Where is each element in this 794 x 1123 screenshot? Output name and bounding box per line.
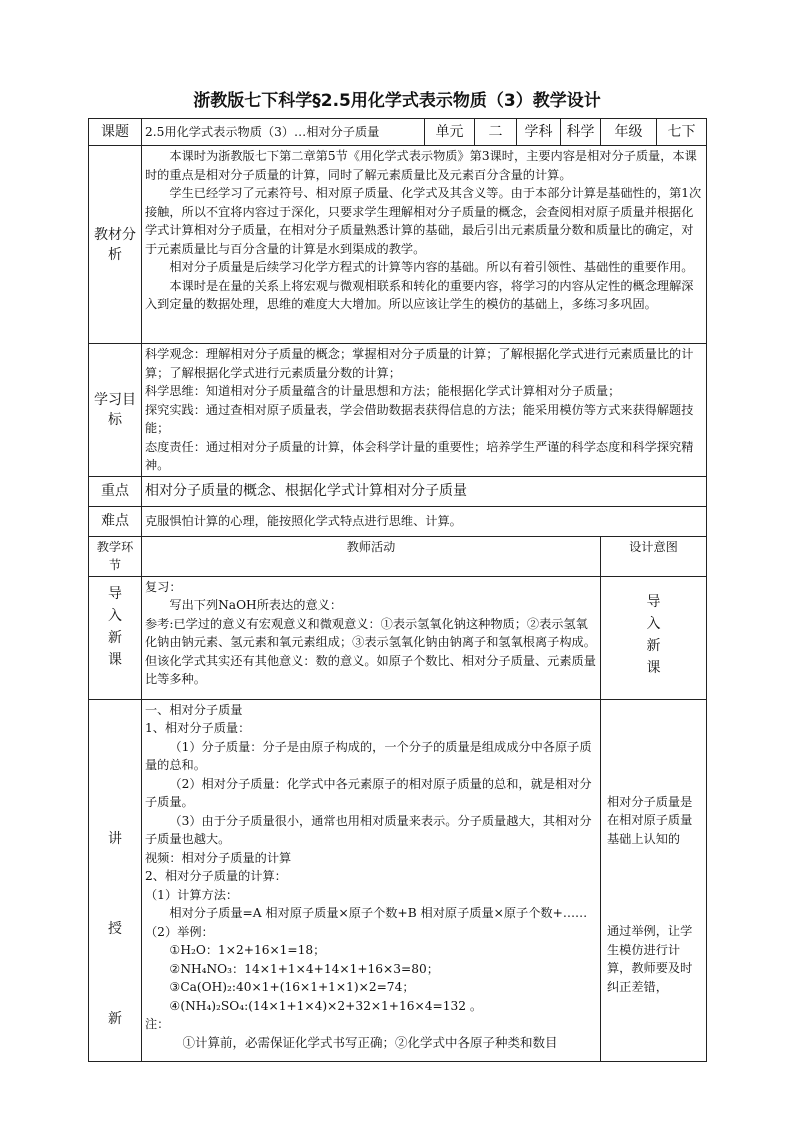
lecture-item: （1）分子质量：分子是由原子构成的，一个分子的质量是组成成分中各原子质量的总和。 (145, 739, 592, 772)
intent-char: 新 (646, 637, 661, 654)
lecture-heading: 一、相对分子质量 (145, 702, 243, 717)
example-line (145, 941, 597, 960)
example-label: （2）举例： (145, 924, 214, 939)
page-title: 浙教版七下科学§2.5用化学式表示物质（3）教学设计 (193, 91, 601, 111)
method-formula: 相对分子质量=A 相对原子质量×原子个数+B 相对原子质量×原子个数+…… (169, 906, 588, 920)
example-calc: 40×1+(16×1+1×1)×2=74； (236, 980, 415, 994)
lecture-stage (89, 699, 142, 1061)
stage-char: 讲 (108, 830, 122, 847)
key-point-row (89, 476, 707, 506)
objective-line: 科学思维：知道相对分子质量蕴含的计量思想和方法；能根据化学式计算相对分子质量； (145, 384, 621, 398)
analysis-row (89, 146, 707, 344)
lecture-video: 视频：相对分子质量的计算 (145, 850, 292, 865)
intro-intent (601, 576, 707, 699)
intro-stage (89, 576, 142, 699)
example-formula: ①H₂O： (169, 943, 219, 957)
objectives-row (89, 344, 707, 477)
grade-label: 年级 (601, 119, 657, 146)
key-point-text: 相对分子质量的概念、根据化学式计算相对分子质量 (142, 476, 707, 506)
note-text: ①计算前，必需保证化学式书写正确；②化学式中各原子种类和数目 (182, 1034, 558, 1050)
key-point-label: 重点 (89, 476, 142, 506)
stage-char: 授 (108, 920, 122, 937)
objective-line: 态度责任：通过相对分子质量的计算，体会科学计量的重要性；培养学生严谨的科学态度和科学探究精神。 (145, 439, 694, 472)
intent-char: 入 (646, 615, 661, 632)
intent-char: 课 (646, 659, 661, 676)
teacher-header: 教师活动 (142, 536, 601, 576)
intro-row (89, 576, 707, 699)
objectives-label: 学习目标 (89, 344, 142, 477)
lecture-row (89, 699, 707, 1061)
example-line (145, 960, 597, 979)
difficulty-label: 难点 (89, 506, 142, 536)
stage-header: 教学环节 (89, 536, 142, 576)
method-label: （1）计算方法： (145, 887, 239, 902)
subject-label: 学科 (517, 119, 561, 146)
review-answer: 参考:已学过的意义有宏观意义和微观意义：①表示氢氧化钠这种物质；②表示氢氧化钠由钠元素、氢元素和氧元素组成；③表示氢氧化钠由钠离子和氢氧根离子构成。但该化学式其实还有其他意义：数的意义。如原子个数比、相对分子质量、元素质量比等多种。 (145, 616, 596, 686)
intent-text: 通过举例，让学生模仿进行计算，教师要及时纠正差错， (607, 924, 693, 994)
analysis-paragraph: 本课时为浙教版七下第二章第5节《用化学式表示物质》第3课时，主要内容是相对分子质量，本课时的重点是相对分子质量的计算，同时了解元素质量比及元素百分含量的计算。 (145, 149, 697, 182)
lecture-subheading: 1、相对分子质量： (145, 721, 251, 735)
lecture-content (142, 699, 601, 1061)
review-label: 复习： (145, 579, 182, 594)
example-calc: 1×2+16×1=18； (218, 943, 326, 957)
example-calc: (14×1+1×4)×2+32×1+16×4=132 。 (248, 998, 483, 1013)
intent-char: 导 (646, 593, 661, 610)
topic-value: 2.5用化学式表示物质（3）…相对分子质量 (142, 119, 425, 146)
lecture-item: （2）相对分子质量：化学式中各元素原子的相对原子质量的总和，就是相对分子质量。 (145, 776, 592, 809)
subject-value: 科学 (561, 119, 601, 146)
difficulty-row (89, 506, 707, 536)
unit-value: 二 (475, 119, 517, 146)
intro-content (142, 576, 601, 699)
example-formula: ④(NH₄)₂SO₄: (169, 998, 249, 1013)
example-formula: ③Ca(OH)₂: (169, 980, 237, 994)
process-header-row (89, 536, 707, 576)
objectives-content (142, 344, 707, 477)
analysis-paragraph: 相对分子质量是后续学习化学方程式的计算等内容的基础。所以有着引领性、基础性的重要作用。 (169, 260, 694, 274)
lecture-intent (601, 699, 707, 1061)
objective-line: 科学观念：理解相对分子质量的概念；掌握相对分子质量的计算；了解根据化学式进行元素质量比的计算；了解根据化学式进行元素质量分数的计算； (145, 347, 694, 380)
analysis-label: 教材分析 (89, 146, 142, 344)
objective-line: 探究实践：通过查相对原子质量表，学会借助数据表获得信息的方法；能采用模仿等方式来获得解题技能； (145, 402, 694, 435)
stage-char: 新 (108, 1010, 122, 1027)
example-line (145, 978, 597, 997)
example-line (145, 997, 597, 1016)
note-label: 注： (145, 1017, 170, 1031)
difficulty-text: 克服惧怕计算的心理，能按照化学式特点进行思维、计算。 (142, 506, 707, 536)
intent-text: 相对分子质量是在相对原子质量基础上认知的 (607, 794, 693, 846)
lecture-item: （3）由于分子质量很小，通常也用相对质量来表示。分子质量越大，其相对分子质量也越大。 (145, 813, 592, 846)
unit-label: 单元 (425, 119, 475, 146)
analysis-content (142, 146, 707, 344)
info-row (89, 119, 707, 146)
grade-value: 七下 (657, 119, 707, 146)
intent-header: 设计意图 (601, 536, 707, 576)
lecture-subheading: 2、相对分子质量的计算： (145, 869, 287, 883)
example-calc: 14×1+1×4+14×1+16×3=80； (244, 961, 439, 976)
topic-label: 课题 (89, 119, 142, 146)
example-formula: ②NH₄NO₃： (169, 961, 245, 976)
review-question: 写出下列NaOH所表达的意义： (169, 598, 343, 612)
stage-char: 导 (108, 585, 122, 602)
stage-char: 课 (108, 651, 122, 668)
lesson-table (88, 118, 707, 1062)
analysis-paragraph: 学生已经学习了元素符号、相对原子质量、化学式及其含义等。由于本部分计算是基础性的，第1次接触，所以不宜将内容过于深化，只要求学生理解相对分子质量的概念，会查阅相对原子质量并根据化学式计算相对分子质量，在相对分子质量熟悉计算的基础，最后引出元素质量分数和质量比的确定，对于元素质量比与百分含量的计算是水到渠成的教学。 (145, 186, 702, 256)
stage-char: 新 (108, 629, 122, 646)
analysis-paragraph: 本课时是在量的关系上将宏观与微观相联系和转化的重要内容，将学习的内容从定性的概念理解深入到定量的数据处理，思维的难度大大增加。所以应该让学生的模仿的基础上，多练习多巩固。 (145, 278, 694, 311)
stage-char: 入 (108, 607, 122, 624)
